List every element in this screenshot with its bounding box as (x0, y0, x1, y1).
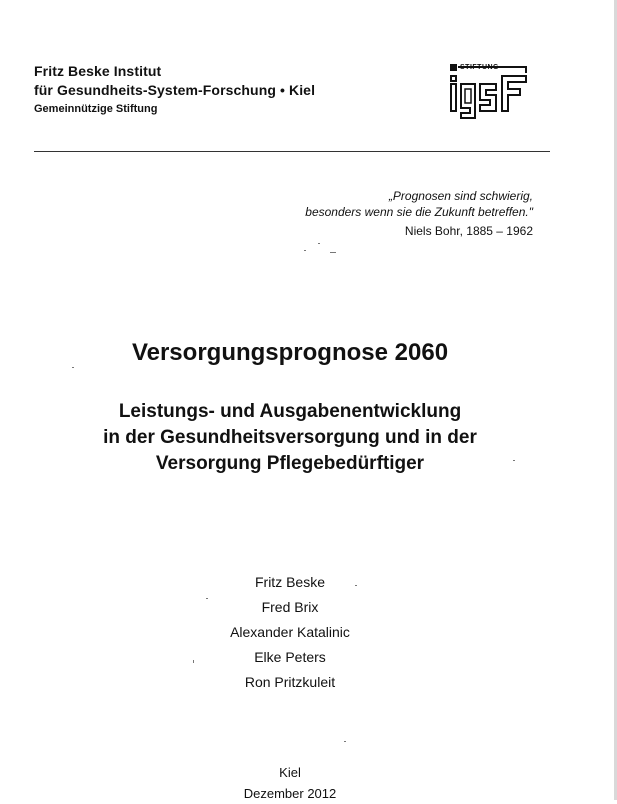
scan-speck (355, 585, 357, 586)
scan-speck (304, 250, 306, 251)
document-title: Versorgungsprognose 2060 (131, 339, 449, 366)
subtitle-line-2: in der Gesundheitsversorgung und in der (103, 427, 477, 448)
quote-line-2: besonders wenn sie die Zukunft betreffen." (305, 205, 533, 219)
subtitle-line-3: Versorgung Pflegebedürftiger (155, 453, 425, 474)
institute-subtitle: für Gesundheits-System-Forschung • Kiel (34, 82, 316, 98)
igsf-logo-icon (448, 62, 530, 122)
scan-speck (318, 243, 320, 244)
scan-speck (330, 252, 336, 253)
institute-name: Fritz Beske Institut (34, 63, 162, 79)
institute-type: Gemeinnützige Stiftung (34, 103, 158, 115)
author-list (0, 570, 580, 695)
publication-date: Dezember 2012 (243, 786, 337, 801)
author-name: Fred Brix (261, 599, 319, 615)
scan-speck (513, 460, 515, 461)
author-name: Ron Pritzkuleit (244, 674, 336, 690)
publication-place: Kiel (279, 765, 301, 780)
scan-speck (193, 660, 194, 663)
quote-line-1: „Prognosen sind schwierig, (388, 189, 533, 203)
logo-label: STIFTUNG (460, 64, 499, 71)
scan-speck (206, 598, 208, 599)
publication-info (0, 762, 580, 804)
author-name: Elke Peters (254, 649, 326, 665)
quote-author: Niels Bohr, 1885 – 1962 (404, 224, 533, 238)
document-subtitle (0, 399, 580, 477)
igsf-logo-graphic (448, 62, 530, 122)
scan-speck (344, 741, 346, 742)
header-divider (34, 151, 550, 152)
scan-speck (72, 367, 74, 368)
institute-header (34, 62, 315, 117)
epigraph-quote (305, 188, 533, 239)
author-name: Alexander Katalinic (230, 624, 350, 640)
author-name: Fritz Beske (254, 574, 325, 590)
subtitle-line-1: Leistungs- und Ausgabenentwicklung (118, 401, 462, 422)
